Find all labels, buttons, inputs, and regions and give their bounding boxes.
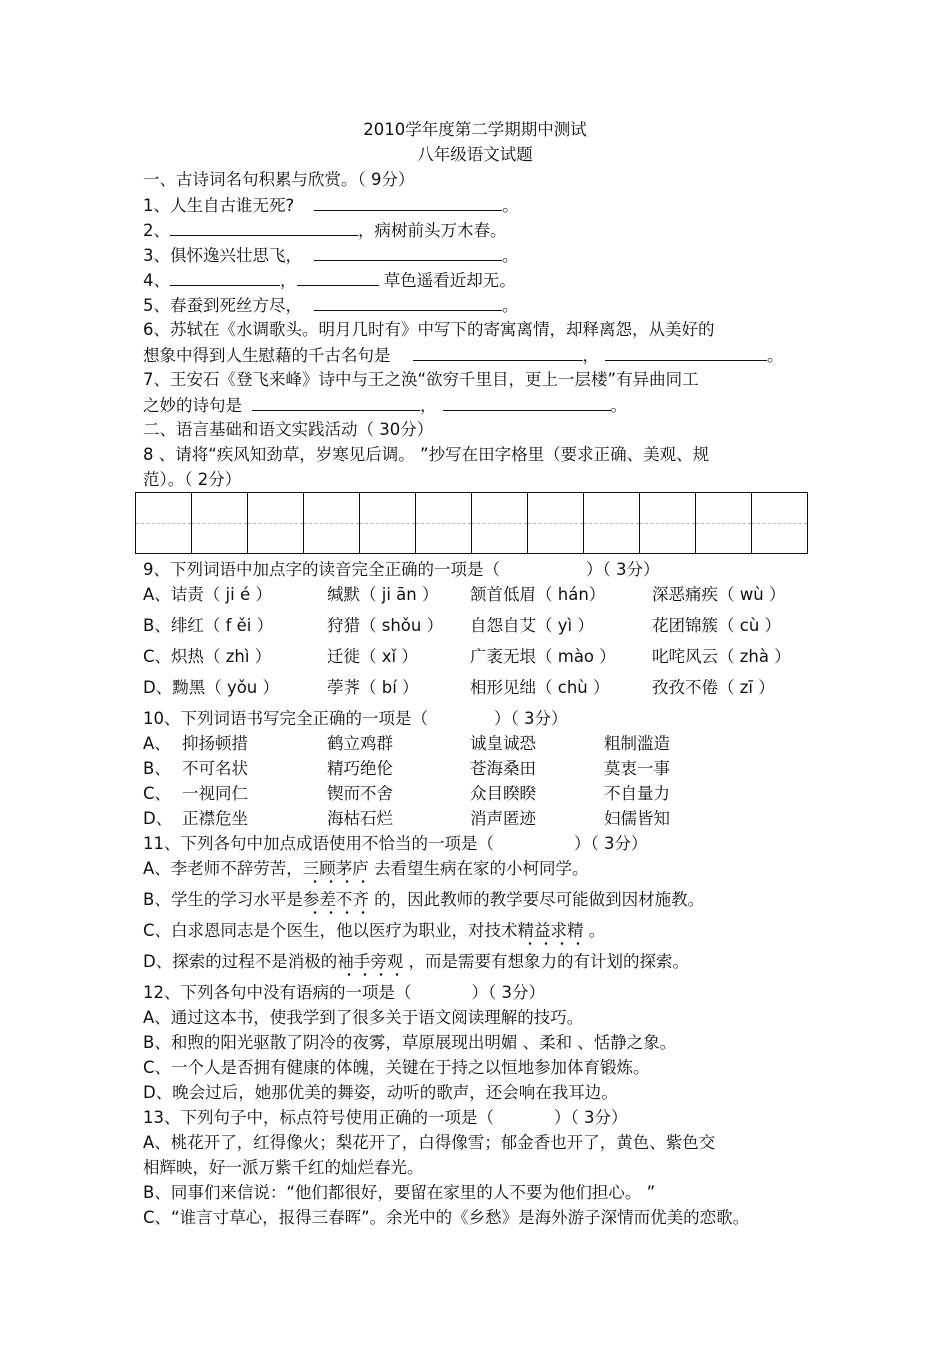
question-5: 5、春蚕到死丝方尽， 。 bbox=[143, 296, 519, 315]
question-11-stem: 11、下列各句中加点成语使用不恰当的一项是（ ）（ 3分） bbox=[143, 834, 648, 853]
q10-option-c-1: 一视同仁 bbox=[182, 784, 248, 803]
question-8-line1: 8 、请将“疾风知劲草，岁寒见后调。 ”抄写在田字格里（要求正确、美观、规 bbox=[143, 445, 710, 464]
answer-blank[interactable] bbox=[443, 395, 611, 411]
answer-blank[interactable] bbox=[314, 195, 502, 211]
question-4: 4、 ， 草色遥看近却无。 bbox=[143, 271, 516, 290]
question-13-stem: 13、下列句子中，标点符号使用正确的一项是（ ）（ 3分） bbox=[143, 1108, 628, 1127]
q11-option-c: C、白求恩同志是个医生，他以医疗为职业，对技术精益求精 。 bbox=[143, 921, 605, 941]
answer-blank[interactable] bbox=[170, 220, 358, 236]
q10-option-c-3: 众目睽睽 bbox=[470, 784, 536, 803]
dotted-idiom: 三顾茅庐 bbox=[303, 859, 369, 884]
dotted-idiom: 袖手旁观 bbox=[337, 952, 403, 977]
question-10-stem: 10、下列词语书写完全正确的一项是（ ）（ 3分） bbox=[143, 709, 568, 728]
q9-option-c-2: 迁徙（ xǐ ） bbox=[327, 647, 418, 666]
q12-option-d: D、晚会过后，她那优美的舞姿，动听的歌声，还会响在我耳边。 bbox=[143, 1083, 618, 1102]
q12-option-c: C、一个人是否拥有健康的体魄，关键在于持之以恒地参加体育锻炼。 bbox=[143, 1058, 650, 1077]
q10-option-a-4: 粗制滥造 bbox=[604, 734, 670, 753]
tianzige-grid bbox=[135, 492, 808, 554]
question-6-line1: 6、苏轼在《水调歌头。明月几时有》中写下的寄寓离情，却释离怨，从美好的 bbox=[143, 320, 715, 339]
q10-option-c-2: 锲而不舍 bbox=[327, 784, 393, 803]
question-3: 3、俱怀逸兴壮思飞， 。 bbox=[143, 246, 519, 265]
question-1: 1、人生自古谁无死? 。 bbox=[143, 196, 519, 215]
q9-option-d-2: 荸荠（ bí ） bbox=[327, 678, 419, 697]
exam-subtitle: 八年级语文试题 bbox=[417, 145, 533, 164]
grid-cell[interactable] bbox=[752, 493, 808, 553]
q9-option-d-3: 相形见绌（ chù ） bbox=[470, 678, 610, 697]
q13-option-a-line2: 相辉映，好一派万紫千红的灿烂春光。 bbox=[143, 1158, 424, 1177]
q9-option-a-2: 缄默（ ji ān ） bbox=[327, 585, 439, 604]
answer-blank[interactable] bbox=[413, 345, 583, 361]
q9-option-a-1: A、诘责（ ji é ） bbox=[143, 585, 272, 604]
grid-cell[interactable] bbox=[416, 493, 472, 553]
q9-option-d-1: D、黝黑（ yǒu ） bbox=[143, 678, 280, 697]
q9-option-c-3: 广袤无垠（ mào ） bbox=[470, 647, 616, 666]
q10-option-a-2: 鹤立鸡群 bbox=[327, 734, 393, 753]
q9-option-c-1: C、炽热（ zhì ） bbox=[143, 647, 272, 666]
q10-option-c-4: 不自量力 bbox=[604, 784, 670, 803]
q9-option-d-4: 孜孜不倦（ zī ） bbox=[652, 678, 775, 697]
q9-option-a-4: 深恶痛疾（ wù ） bbox=[652, 585, 786, 604]
grid-cell[interactable] bbox=[192, 493, 248, 553]
q10-option-d-label: D、 bbox=[143, 809, 173, 828]
grid-cell[interactable] bbox=[472, 493, 528, 553]
question-6-line2: 想象中得到人生慰藉的千古名句是 ， 。 bbox=[143, 346, 784, 365]
exam-title: 2010学年度第二学期期中测试 bbox=[363, 120, 587, 139]
q9-option-b-3: 自怨自艾（ yì ） bbox=[470, 616, 594, 635]
section1-heading: 一、古诗词名句积累与欣赏。（ 9分） bbox=[143, 170, 415, 189]
q10-option-b-1: 不可名状 bbox=[182, 759, 248, 778]
q11-option-b: B、学生的学习水平是参差不齐 的，因此教师的教学要尽可能做到因材施教。 bbox=[143, 890, 704, 910]
q13-option-b: B、同事们来信说：“他们都很好，要留在家里的人不要为他们担心。 ” bbox=[143, 1183, 656, 1202]
q9-option-a-3: 颔首低眉（ hán） bbox=[470, 585, 606, 604]
grid-cell[interactable] bbox=[584, 493, 640, 553]
q9-option-c-4: 叱咤风云（ zhà ） bbox=[652, 647, 791, 666]
grid-cell[interactable] bbox=[528, 493, 584, 553]
question-8-line2: 范）。（ 2分） bbox=[143, 470, 242, 489]
q10-option-a-1: 抑扬顿措 bbox=[182, 734, 248, 753]
q9-option-b-2: 狩猎（ shǒu ） bbox=[327, 616, 444, 635]
q12-option-b: B、和煦的阳光驱散了阴冷的夜雾，草原展现出明媚 、柔和 、恬静之象。 bbox=[143, 1033, 677, 1052]
q13-option-a-line1: A、桃花开了，红得像火；梨花开了，白得像雪；郁金香也开了，黄色、紫色交 bbox=[143, 1133, 716, 1152]
question-9-stem: 9、下列词语中加点字的读音完全正确的一项是（ ）（ 3分） bbox=[143, 560, 660, 579]
q12-option-a: A、通过这本书，使我学到了很多关于语文阅读理解的技巧。 bbox=[143, 1008, 584, 1027]
dotted-idiom: 精益求精 bbox=[518, 921, 584, 946]
q10-option-b-3: 苍海桑田 bbox=[470, 759, 536, 778]
question-12-stem: 12、下列各句中没有语病的一项是（ ）（ 3分） bbox=[143, 983, 545, 1002]
q10-option-d-3: 消声匿迹 bbox=[470, 809, 536, 828]
q11-option-a: A、李老师不辞劳苦，三顾茅庐 去看望生病在家的小柯同学。 bbox=[143, 859, 589, 879]
q9-option-b-4: 花团锦簇（ cù ） bbox=[652, 616, 782, 635]
answer-blank[interactable] bbox=[297, 270, 379, 286]
dotted-idiom: 参差不齐 bbox=[303, 890, 369, 915]
answer-blank[interactable] bbox=[314, 295, 502, 311]
grid-cell[interactable] bbox=[696, 493, 752, 553]
question-2: 2、 ，病树前头万木春。 bbox=[143, 221, 507, 240]
answer-blank[interactable] bbox=[252, 395, 420, 411]
grid-cell[interactable] bbox=[640, 493, 696, 553]
q10-option-a-label: A、 bbox=[143, 734, 171, 753]
grid-cell[interactable] bbox=[360, 493, 416, 553]
question-7-line2: 之妙的诗句是 ， 。 bbox=[143, 396, 627, 415]
q13-option-c: C、“谁言寸草心，报得三春晖”。余光中的《乡愁》是海外游子深情而优美的恋歌。 bbox=[143, 1208, 750, 1227]
answer-blank[interactable] bbox=[170, 270, 280, 286]
grid-cell[interactable] bbox=[248, 493, 304, 553]
q11-option-d: D、探索的过程不是消极的袖手旁观 ，而是需要有想象力的有计划的探索。 bbox=[143, 952, 689, 972]
q10-option-a-3: 诚皇诚恐 bbox=[470, 734, 536, 753]
q9-option-b-1: B、绯红（ f ěi ） bbox=[143, 616, 274, 635]
q10-option-d-1: 正襟危坐 bbox=[182, 809, 248, 828]
section2-heading: 二、语言基础和语文实践活动（ 30分） bbox=[143, 420, 434, 439]
q10-option-b-2: 精巧绝伦 bbox=[327, 759, 393, 778]
q10-option-d-2: 海枯石烂 bbox=[327, 809, 393, 828]
question-7-line1: 7、王安石《登飞来峰》诗中与王之涣“欲穷千里目，更上一层楼”有异曲同工 bbox=[143, 370, 699, 389]
grid-cell[interactable] bbox=[304, 493, 360, 553]
q10-option-b-label: B、 bbox=[143, 759, 171, 778]
q10-option-b-4: 莫衷一事 bbox=[604, 759, 670, 778]
q10-option-c-label: C、 bbox=[143, 784, 172, 803]
grid-cell[interactable] bbox=[136, 493, 192, 553]
q10-option-d-4: 妇儒皆知 bbox=[604, 809, 670, 828]
answer-blank[interactable] bbox=[314, 245, 502, 261]
answer-blank[interactable] bbox=[605, 345, 767, 361]
